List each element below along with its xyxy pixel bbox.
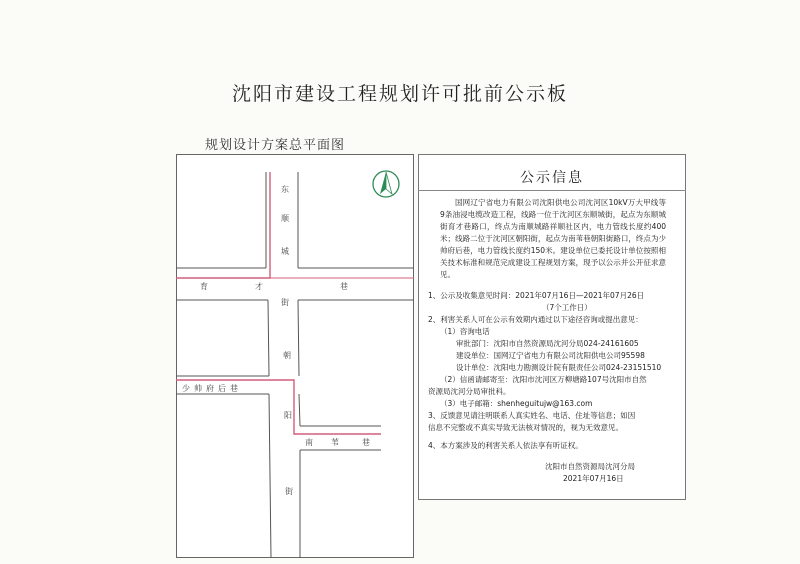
north-arrow bbox=[373, 171, 399, 197]
power-line-route-1 bbox=[176, 172, 270, 278]
notice-item-2-phone: （1）咨询电话 bbox=[440, 327, 490, 336]
notice-intro: 国网辽宁省电力有限公司沈阳供电公司沈河区10kV万大甲线等9条油浸电缆改造工程，线路一位于沈河区东顺城街，起点为东顺城街育才巷路口，终点为南顺城路祥顺社区内，电力管线长度约400米；线路二位于沈河区朝阳街，起点为南苇巷朝阳街路口，终点为少帅府后巷，电力管线长度约150米。建设单位已委托设计单位按照相关技术标准和规范完成建设工程规划方案，现予以公示并公开征求意见。 bbox=[440, 198, 666, 279]
road-edge bbox=[268, 300, 269, 376]
builder: 建设单位：国网辽宁省电力有限公司沈阳供电公司95598 bbox=[456, 351, 645, 360]
designer: 设计单位：沈阳电力勘测设计院有限责任公司024-23151510 bbox=[456, 363, 662, 372]
notice-item-2-email[interactable]: （3）电子邮箱：shenheguitujw@163.com bbox=[440, 399, 593, 408]
road-label-char: 朝 bbox=[283, 351, 291, 360]
road-label-char: 少 bbox=[182, 384, 190, 393]
road-label-char: 阳 bbox=[284, 411, 292, 420]
road-label-char: 苇 bbox=[331, 438, 339, 447]
notice-item-2: 2、利害关系人可在公示有效期内通过以下途径咨询或提出意见： bbox=[428, 315, 643, 324]
notice-item-4: 4、本方案涉及的利害关系人依法享有听证权。 bbox=[428, 441, 583, 450]
notice-item-1: 1、公示及收集意见时间：2021年07月16日—2021年07月26日 bbox=[428, 291, 645, 300]
road-label-char: 街 bbox=[281, 298, 289, 307]
road-label-char: 顺 bbox=[281, 214, 289, 223]
road-label-char: 府 bbox=[206, 384, 214, 393]
road-label-char: 帅 bbox=[194, 384, 202, 393]
road-edge bbox=[269, 394, 271, 558]
signature-date: 2021年07月16日 bbox=[563, 474, 624, 483]
signature-org: 沈阳市自然资源局沈河分局 bbox=[545, 462, 635, 471]
notice-item-1-days: （7个工作日） bbox=[542, 303, 592, 312]
divider bbox=[418, 190, 686, 191]
road-label-char: 才 bbox=[255, 282, 263, 291]
page-title: 沈阳市建设工程规划许可批前公示板 bbox=[231, 83, 568, 105]
notice-item-2-mail-cont: 资源局沈河分局审批科。 bbox=[428, 387, 511, 396]
road-label-char: 城 bbox=[281, 247, 289, 256]
notice-item-3: 3、反馈意见请注明联系人真实姓名、电话、住址等信息；如因 bbox=[428, 411, 636, 420]
road-label-char: 巷 bbox=[362, 438, 370, 447]
notice-item-2-mail: （2）信函请邮寄至：沈阳市沈河区万柳塘路107号沈阳市自然 bbox=[440, 375, 647, 384]
notice-item-3-cont: 信息不完整或不真实导致无法核对情况的，视为无效意见。 bbox=[428, 423, 623, 432]
road-label-char: 巷 bbox=[340, 282, 348, 291]
road-label-char: 后 bbox=[218, 384, 226, 393]
road-label-char: 街 bbox=[285, 487, 293, 496]
road-label-char: 南 bbox=[305, 438, 313, 447]
site-plan-drawing bbox=[176, 154, 414, 558]
notice-heading: 公示信息 bbox=[520, 170, 584, 186]
road-label-char: 育 bbox=[200, 282, 208, 291]
road-edge bbox=[299, 394, 300, 426]
approval-dept: 审批部门：沈阳市自然资源局沈河分局024-24161605 bbox=[456, 339, 639, 348]
plan-title: 规划设计方案总平面图 bbox=[205, 138, 346, 153]
road-edge bbox=[298, 300, 299, 376]
road-label-char: 巷 bbox=[230, 384, 238, 393]
road-label-char: 东 bbox=[281, 185, 289, 194]
